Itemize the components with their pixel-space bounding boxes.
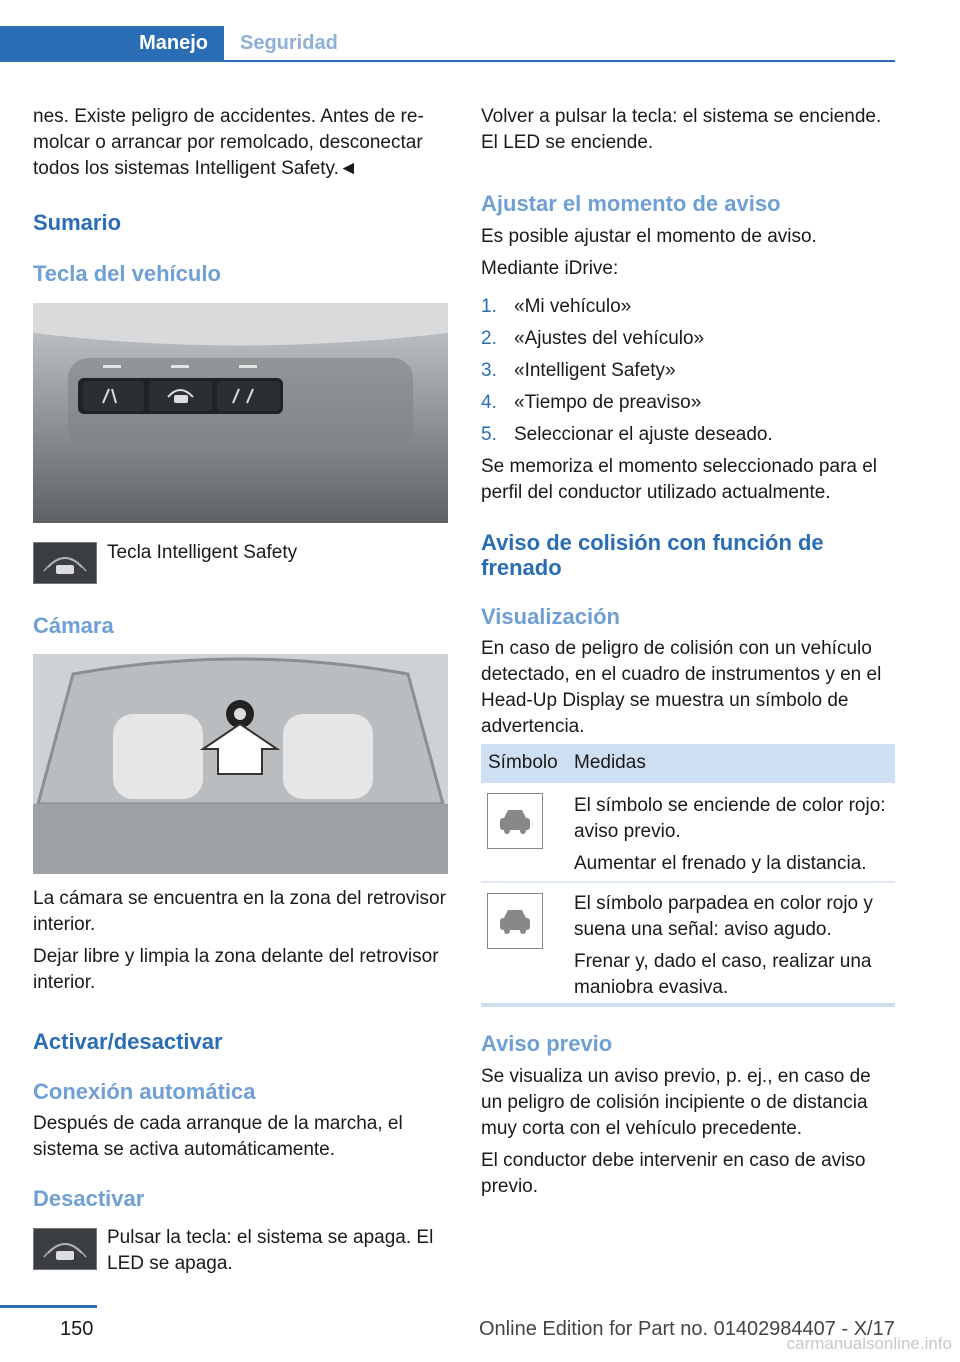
desactivar-paragraph: Pulsar la tecla: el sistema se apaga. El LED se apaga.	[107, 1227, 434, 1274]
step-text: «Tiempo de preaviso»	[514, 392, 702, 413]
row-measures	[574, 793, 892, 883]
step-item	[481, 294, 895, 320]
step-item	[481, 326, 895, 352]
chapter-tabs	[0, 26, 895, 62]
row-measure-line-2: Aumentar el frenado y la distancia.	[574, 853, 867, 874]
step-number: 4.	[481, 392, 497, 413]
visualizacion-paragraph: En caso de peligro de colisión con un vehículo detectado, en el cuadro de instrumentos y en el Head-Up Display se muestra un símbolo de advertencia.	[481, 638, 882, 737]
heading-visualizacion: Visualización	[481, 604, 620, 629]
page-number: 150	[60, 1318, 94, 1340]
button-panel-illustration	[33, 303, 448, 523]
ajustar-paragraph-2: Mediante iDrive:	[481, 258, 619, 279]
step-item	[481, 358, 895, 384]
row-measures	[574, 891, 892, 1007]
footer-rule	[0, 1305, 97, 1308]
edition-note: Online Edition for Part no. 01402984407 - X/17	[479, 1318, 895, 1340]
ajustar-paragraph-1: Es posible ajustar el momento de aviso.	[481, 226, 817, 247]
tecla-caption: Tecla Intelligent Safety	[107, 542, 298, 563]
aviso-previo-text	[481, 1064, 895, 1206]
volver-paragraph: Volver a pulsar la tecla: el sistema se enciende. El LED se enciende.	[481, 106, 882, 153]
intro-paragraph: nes. Existe peligro de accidentes. Antes de remolcar o arrancar por remolcado, desconectar todos los sistemas Intelligent Safety.◄	[33, 106, 424, 179]
step-text: «Intelligent Safety»	[514, 360, 676, 381]
warning-symbol-table	[481, 744, 895, 1007]
heading-desactivar: Desactivar	[33, 1186, 145, 1211]
step-item	[481, 422, 895, 448]
idrive-steps	[481, 294, 895, 454]
table-row	[481, 883, 895, 1007]
heading-aviso-colision: Aviso de colisión con función de frenado	[481, 530, 824, 580]
step-number: 2.	[481, 328, 497, 349]
heading-conexion: Conexión automática	[33, 1079, 256, 1104]
conexion-paragraph: Después de cada arranque de la marcha, el sistema se activa automáticamente.	[33, 1113, 403, 1160]
step-text: Seleccionar el ajuste deseado.	[514, 424, 773, 445]
tab-manejo[interactable]	[0, 26, 224, 60]
tab-seguridad[interactable]: Seguridad	[240, 32, 338, 54]
ajustar-text	[481, 224, 895, 288]
watermark: carmanualsonline.info	[786, 1334, 952, 1353]
camara-paragraph-1: La cámara se encuentra en la zona del retrovisor interior.	[33, 888, 446, 935]
heading-sumario: Sumario	[33, 210, 122, 235]
car-warning-icon	[487, 793, 543, 849]
memoriza-paragraph: Se memoriza el momento seleccionado para el perfil del conductor utilizado actualmente.	[481, 456, 878, 503]
row-measure-line-1: El símbolo se enciende de color rojo: aviso previo.	[574, 795, 886, 842]
aviso-previo-paragraph-2: El conductor debe intervenir en caso de aviso previo.	[481, 1150, 866, 1197]
column-simbolo: Símbolo	[488, 752, 558, 773]
camara-text	[33, 886, 448, 1002]
step-text: «Mi vehículo»	[514, 296, 632, 317]
intelligent-safety-icon	[33, 542, 97, 584]
aviso-previo-paragraph-1: Se visualiza un aviso previo, p. ej., en caso de un peligro de colisión incipiente o de distancia muy corta con el vehículo precedente.	[481, 1066, 871, 1139]
camera-photo	[33, 654, 448, 874]
table-header	[481, 744, 895, 783]
step-number: 5.	[481, 424, 497, 445]
button-panel-photo	[33, 303, 448, 523]
tab-underline	[0, 60, 895, 62]
step-number: 1.	[481, 296, 497, 317]
table-row	[481, 783, 895, 883]
heading-tecla: Tecla del vehículo	[33, 261, 221, 286]
step-item	[481, 390, 895, 416]
intelligent-safety-button-icon	[33, 1228, 97, 1270]
heading-aviso-previo: Aviso previo	[481, 1031, 613, 1056]
step-text: «Ajustes del vehículo»	[514, 328, 705, 349]
tab-manejo-label: Manejo	[139, 32, 208, 54]
row-measure-line-2: Frenar y, dado el caso, realizar una maniobra evasiva.	[574, 951, 872, 998]
column-medidas: Medidas	[574, 752, 646, 773]
heading-camara: Cámara	[33, 613, 114, 638]
car-warning-icon	[487, 893, 543, 949]
windshield-illustration	[33, 654, 448, 874]
heading-activar: Activar/desactivar	[33, 1029, 223, 1054]
camara-paragraph-2: Dejar libre y limpia la zona delante del retrovisor interior.	[33, 946, 439, 993]
row-measure-line-1: El símbolo parpadea en color rojo y suena una señal: aviso agudo.	[574, 893, 873, 940]
step-number: 3.	[481, 360, 497, 381]
left-intro	[33, 104, 448, 188]
heading-ajustar: Ajustar el momento de aviso	[481, 191, 781, 216]
